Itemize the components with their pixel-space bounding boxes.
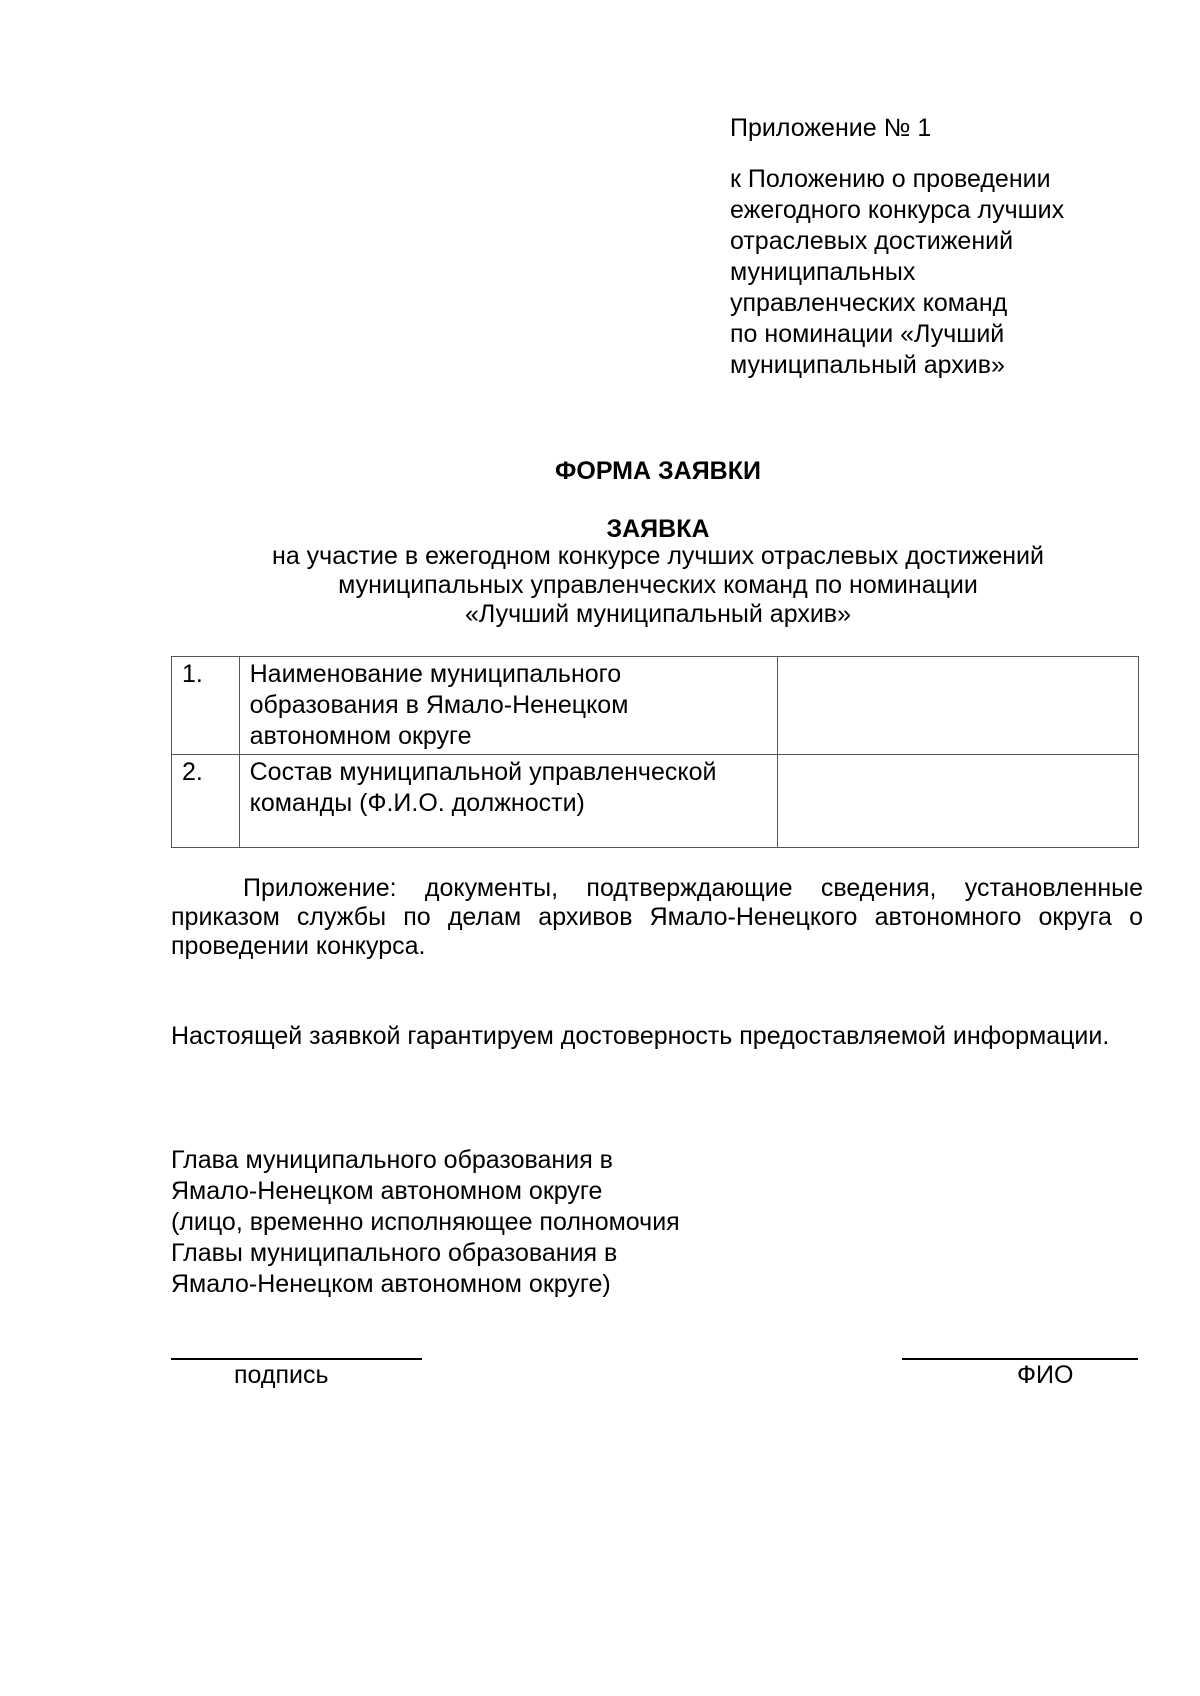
application-subtitle-line: «Лучший муниципальный архив» [465,600,851,628]
table-row [172,657,1139,755]
annex-reference-line: муниципальных [730,258,916,286]
application-subtitle-line: муниципальных управленческих команд по номинации [338,571,978,599]
annex-reference-line: к Положению о проведении [730,165,1051,193]
annex-reference-line: ежегодного конкурса лучших [730,196,1065,224]
application-title: ЗАЯВКА [606,515,710,543]
full-name-caption: ФИО [1017,1361,1074,1389]
signer-line: (лицо, временно исполняющее полномочия [171,1208,680,1236]
table-row [172,755,1139,848]
signer-line: Ямало-Ненецком автономном округе) [171,1270,611,1298]
annex-reference-line: управленческих команд [730,289,1008,317]
form-title: ФОРМА ЗАЯВКИ [555,457,761,485]
annex-header [730,113,1150,381]
annex-reference [730,164,1150,381]
row-value-field[interactable] [777,755,1138,848]
row-value-field[interactable] [777,657,1138,755]
row-number: 2. [172,755,240,848]
annex-reference-line: отраслевых достижений [730,227,1014,255]
row-label: Наименование муниципального образования в Ямало-Ненецком автономном округе [239,657,777,755]
attachment-paragraph: Приложение: документы, подтверждающие сведения, установленные приказом службы по делам архивов Ямало-Ненецкого автономного округа о проведении конкурса. [171,874,1143,960]
application-subtitle [0,542,1200,629]
application-table [171,656,1139,848]
application-subtitle-line: на участие в ежегодном конкурсе лучших отраслевых достижений [272,542,1044,570]
row-label: Состав муниципальной управленческой команды (Ф.И.О. должности) [239,755,777,848]
annex-reference-line: по номинации «Лучший [730,320,1005,348]
annex-reference-line: муниципальный архив» [730,351,1005,379]
guarantee-paragraph: Настоящей заявкой гарантируем достоверность предоставляемой информации. [171,1022,1110,1050]
signature-caption: подпись [234,1361,329,1389]
signer-line: Ямало-Ненецком автономном округе [171,1177,603,1205]
signer-line: Глава муниципального образования в [171,1146,613,1174]
signer-line: Главы муниципального образования в [171,1239,618,1267]
signer-block [171,1145,871,1300]
row-number: 1. [172,657,240,755]
annex-number: Приложение № 1 [730,114,932,142]
